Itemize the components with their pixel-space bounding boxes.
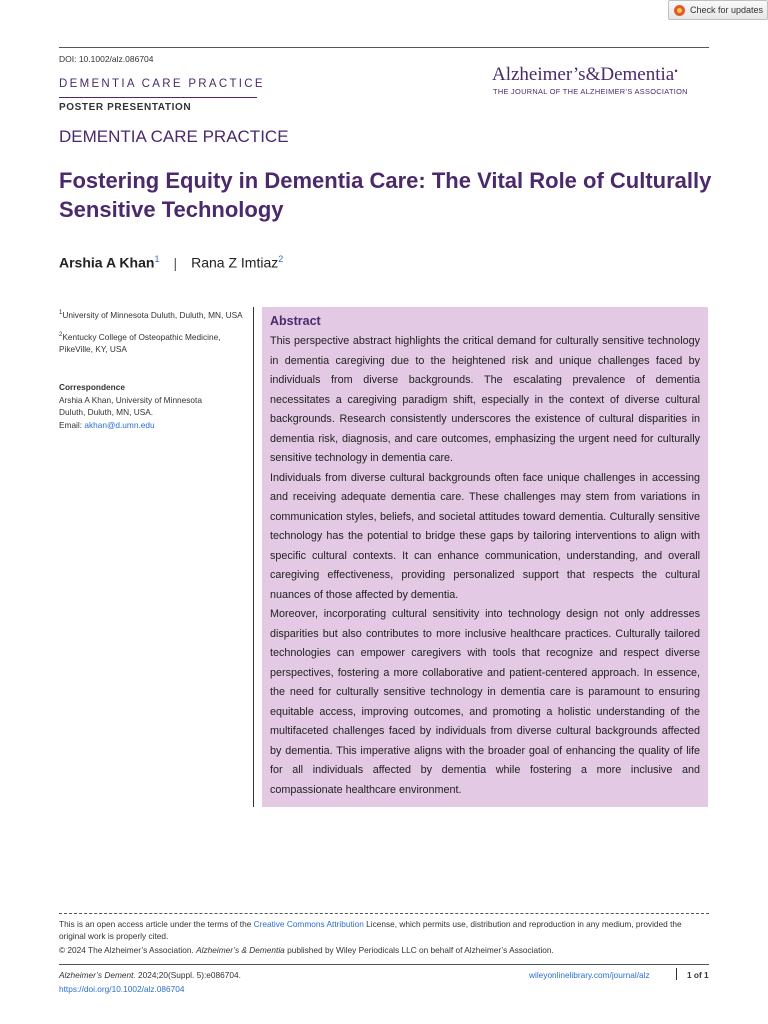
correspondence-line: Duluth, Duluth, MN, USA.: [59, 407, 154, 417]
abstract-heading: Abstract: [270, 314, 321, 328]
affiliation: [59, 308, 249, 321]
section-label: DEMENTIA CARE PRACTICE: [59, 78, 265, 90]
top-divider: [59, 47, 709, 48]
creative-commons-link[interactable]: Creative Commons Attribution: [253, 919, 364, 929]
author-name: Arshia A Khan: [59, 254, 155, 271]
email-label: Email:: [59, 419, 85, 430]
copyright-text: published by Wiley Periodicals LLC on behalf of Alzheimer’s Association.: [284, 945, 554, 955]
journal-subtitle: THE JOURNAL OF THE ALZHEIMER’S ASSOCIATION: [493, 87, 688, 96]
copyright-text: © 2024 The Alzheimer’s Association.: [59, 945, 197, 955]
affiliation-number: 2: [59, 332, 63, 339]
check-for-updates-button[interactable]: [668, 0, 768, 20]
abstract-paragraph: Individuals from diverse cultural backgrounds often face unique challenges in accessing and receiving adequate dementia care. These challenges may stem from variations in communication styles, beliefs, and societal attitudes toward dementia. Culturally sensitive technology has the potential to bridge these gaps by tailoring interventions to align with specific cultural contexts. It can enhance communication, understanding, and overall caregiving effectiveness, providing personalized support that respects the cultural nuances of those affected by dementia.: [270, 471, 700, 601]
copyright-journal: Alzheimer’s & Dementia: [196, 945, 285, 955]
license-text: This is an open access article under the terms of the: [59, 919, 254, 929]
affiliation-text: Kentucky College of Osteopathic Medicine, PikeVille, KY, USA: [59, 332, 221, 354]
license-text: License, which permits use, distribution and reproduction in any medium, provided the original work is properly cited.: [59, 919, 682, 941]
license-notice: [59, 918, 709, 942]
author-list: [59, 254, 283, 271]
author-separator: |: [173, 254, 178, 271]
column-divider: [253, 307, 254, 807]
section-divider: [59, 97, 257, 98]
page-number: 1 of 1: [687, 970, 709, 980]
author-name: Rana Z Imtiaz: [191, 254, 279, 271]
correspondence-email-row: [59, 419, 249, 432]
doi-line: DOI: 10.1002/alz.086704: [59, 54, 154, 64]
affiliation-number: 1: [59, 310, 63, 316]
correspondence-heading: Correspondence: [59, 382, 125, 392]
affiliation-text: University of Minnesota Duluth, Duluth, MN, USA: [62, 309, 243, 320]
abstract-paragraph: This perspective abstract highlights the critical demand for culturally sensitive technology in dementia caregiving due to the heightened risk and unique challenges faced by individuals from diverse backgrounds. The escalating prevalence of dementia necessitates a caregiving paradigm shift, especially in the context of diverse cultural backgrounds. Research consistently underscores the existence of cultural disparities in dementia risk, diagnosis, and care outcomes, emphasizing the urgent need for culturally sensitive technology in dementia care.: [270, 335, 700, 464]
author-affiliation-link[interactable]: 2: [278, 254, 284, 264]
registered-mark-icon: ●: [674, 68, 678, 75]
correspondence: [59, 381, 249, 431]
journal-logo: [492, 64, 678, 86]
footer-divider: [59, 964, 709, 965]
doi-link[interactable]: https://doi.org/10.1002/alz.086704: [59, 984, 185, 994]
citation-journal: Alzheimer’s Dement.: [59, 970, 136, 980]
author-affiliation-link[interactable]: 1: [154, 254, 160, 264]
crossmark-icon: [674, 5, 685, 16]
citation: [59, 970, 241, 980]
abstract-paragraph: Moreover, incorporating cultural sensitivity into technology design not only addresses disparities but also contributes to more inclusive healthcare practices. Culturally tailored technologies can empower caregivers with tools that recognize and respect diverse perspectives, fostering a more collaborative and patient-centered approach. In essence, the need for culturally sensitive technology in dementia care is paramount to ensuring equitable access, improving outcomes, and promoting a holistic understanding of the multifaceted challenges faced by individuals from diverse cultural backgrounds affected by dementia. This imperative aligns with the broader goal of enhancing the quality of life for all individuals affected by dementia while fostering a more inclusive and compassionate healthcare environment.: [270, 608, 700, 796]
journal-name-part1: Alzheimer’s: [492, 64, 586, 85]
journal-ampersand: &: [585, 64, 601, 85]
correspondence-line: Arshia A Khan, University of Minnesota: [59, 394, 202, 405]
page-number-divider: [676, 968, 677, 980]
abstract-box: [262, 307, 708, 807]
journal-name-part2: Dementia: [600, 64, 675, 85]
check-for-updates-label: Check for updates: [690, 5, 764, 15]
article-title: Fostering Equity in Dementia Care: The Vital Role of Culturally Sensitive Technology: [59, 168, 712, 222]
article-category: DEMENTIA CARE PRACTICE: [59, 127, 289, 146]
affiliations: [59, 308, 249, 364]
footer-dashed-divider: [59, 913, 709, 914]
copyright-notice: [59, 945, 709, 955]
poster-label: POSTER PRESENTATION: [59, 102, 192, 113]
citation-details: 2024;20(Suppl. 5):e086704.: [135, 970, 241, 980]
affiliation: [59, 330, 249, 355]
email-link[interactable]: akhan@d.umn.edu: [84, 419, 155, 430]
wiley-journal-link[interactable]: wileyonlinelibrary.com/journal/alz: [529, 970, 650, 980]
